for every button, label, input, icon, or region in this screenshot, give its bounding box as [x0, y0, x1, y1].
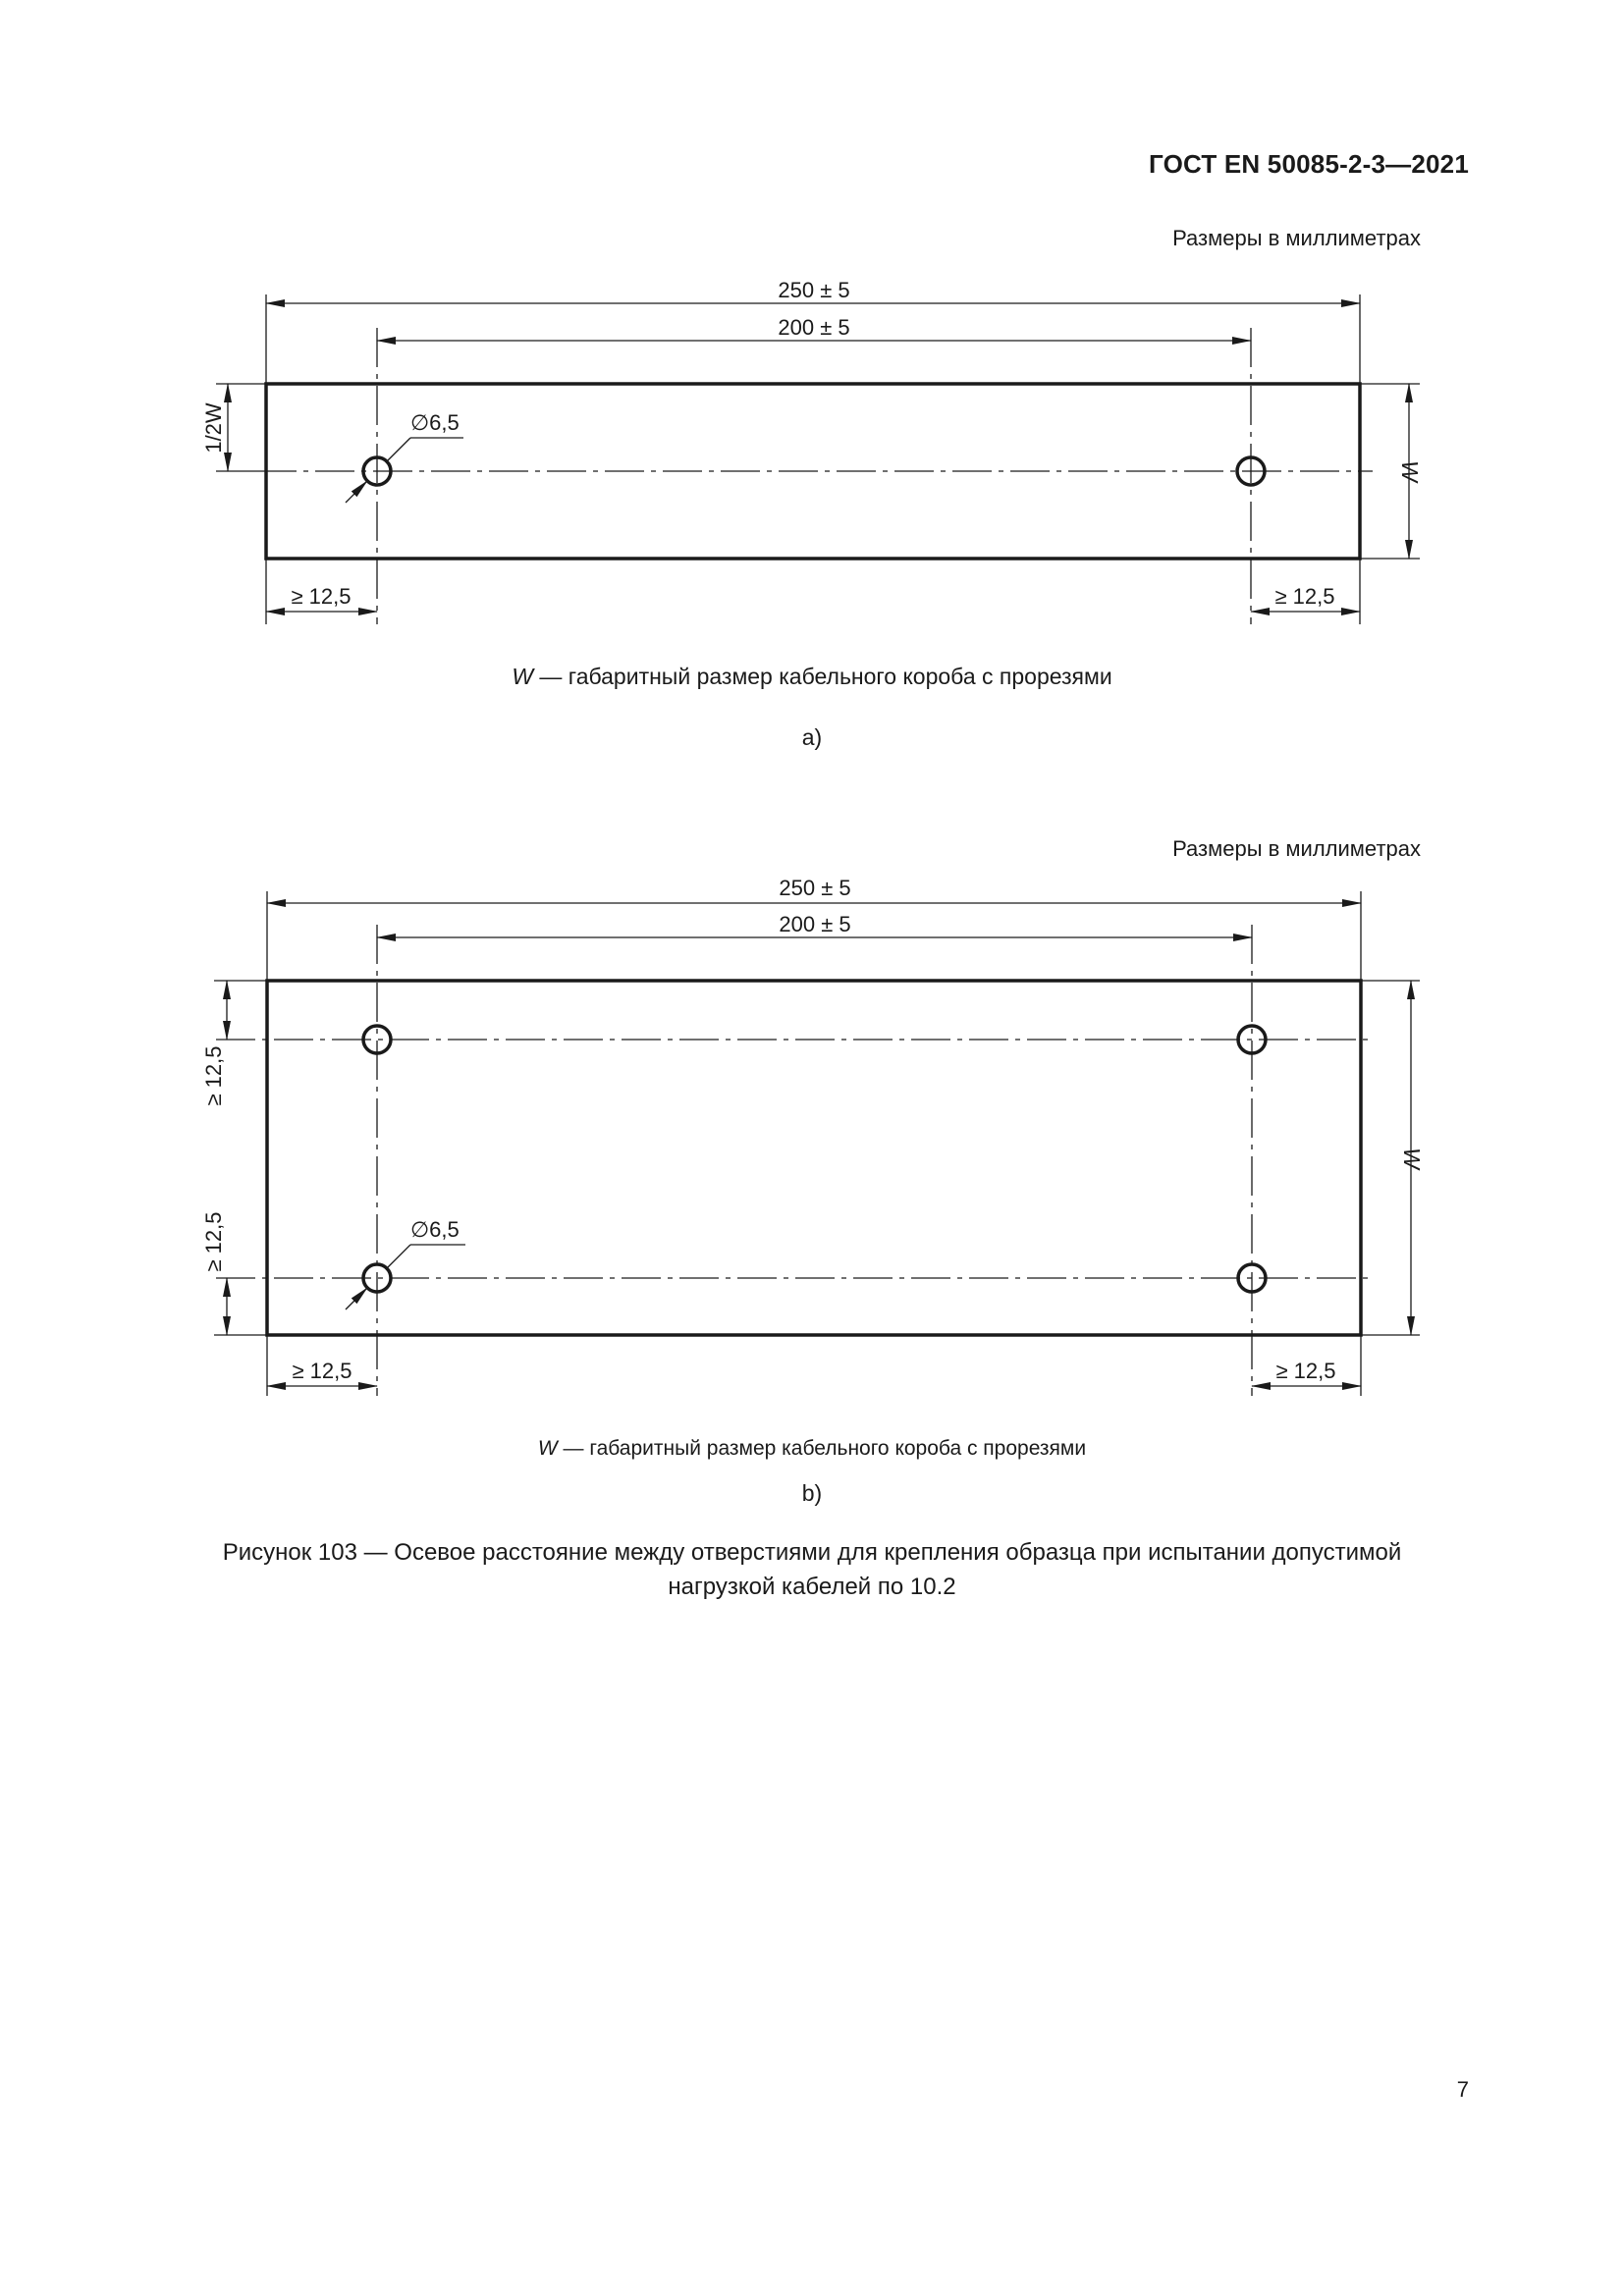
- units-note-b: Размеры в миллиметрах: [1172, 836, 1421, 861]
- units-note-a: Размеры в миллиметрах: [1172, 226, 1421, 250]
- drawing-b: [214, 891, 1420, 1396]
- legend-b-text: — габаритный размер кабельного короба с прорезями: [557, 1437, 1087, 1460]
- caption-line-1: Рисунок 103 — Осевое расстояние между отверстиями для крепления образца при испытании допустимой: [222, 1539, 1402, 1566]
- legend-a-symbol: W: [512, 664, 534, 689]
- document-header: ГОСТ EN 50085-2-3—2021: [1149, 149, 1469, 179]
- figure-a-label: a): [801, 724, 823, 750]
- dim-overall-b: 250 ± 5: [779, 876, 851, 900]
- dim-w-b: W: [1399, 1148, 1425, 1169]
- dim-w-a: W: [1397, 460, 1423, 482]
- dim-hole-dia-a: ∅6,5: [410, 410, 460, 435]
- dim-hole-dia-b: ∅6,5: [410, 1217, 460, 1242]
- dim-edge-right-a: ≥ 12,5: [1274, 584, 1335, 609]
- caption-line-2: нагрузкой кабелей по 10.2: [668, 1574, 956, 1600]
- dim-edge-left-a: ≥ 12,5: [291, 584, 352, 609]
- dim-overall-a: 250 ± 5: [778, 278, 850, 302]
- legend-a-text: — габаритный размер кабельного короба с прорезями: [533, 664, 1112, 689]
- dim-half-w-a: 1/2W: [201, 402, 226, 454]
- cable-trunking-outline-b: [267, 981, 1361, 1335]
- legend-b-symbol: W: [537, 1437, 558, 1460]
- dim-edge-right-b: ≥ 12,5: [1275, 1359, 1336, 1383]
- dim-top-edge-b: ≥ 12,5: [201, 1045, 226, 1106]
- dim-bottom-edge-b: ≥ 12,5: [201, 1211, 226, 1272]
- drawing-a: [216, 294, 1420, 624]
- figure-b-label: b): [801, 1480, 823, 1506]
- dim-edge-left-b: ≥ 12,5: [292, 1359, 352, 1383]
- drawing-b-texts: [201, 876, 1425, 1383]
- dim-holes-a: 200 ± 5: [778, 315, 850, 340]
- page-number: 7: [1456, 2077, 1469, 2102]
- dim-holes-b: 200 ± 5: [779, 912, 851, 936]
